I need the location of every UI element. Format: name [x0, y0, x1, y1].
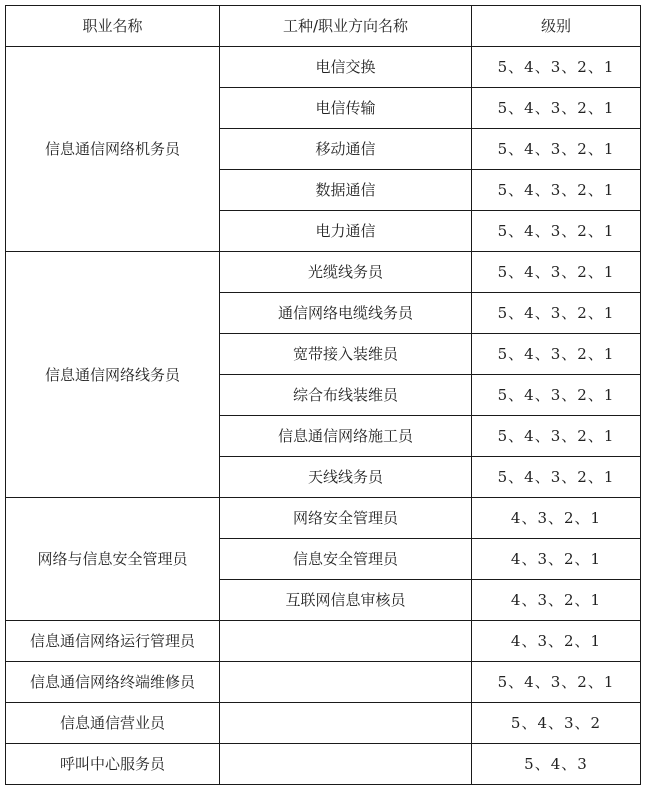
header-specialty: 工种/职业方向名称 — [220, 6, 472, 47]
level-cell: 5、4、3、2、1 — [472, 375, 641, 416]
level-cell: 4、3、2、1 — [472, 621, 641, 662]
level-cell: 5、4、3 — [472, 744, 641, 785]
level-cell: 5、4、3、2 — [472, 703, 641, 744]
level-cell: 5、4、3、2、1 — [472, 662, 641, 703]
level-cell: 5、4、3、2、1 — [472, 457, 641, 498]
specialty-cell: 综合布线装维员 — [220, 375, 472, 416]
occupation-cell: 网络与信息安全管理员 — [6, 498, 220, 621]
specialty-cell: 移动通信 — [220, 129, 472, 170]
header-row — [6, 6, 641, 47]
table-row — [6, 662, 641, 703]
table-row — [6, 252, 641, 293]
specialty-cell: 电信传输 — [220, 88, 472, 129]
specialty-cell: 光缆线务员 — [220, 252, 472, 293]
occupation-cell: 信息通信营业员 — [6, 703, 220, 744]
specialty-cell: 信息通信网络施工员 — [220, 416, 472, 457]
level-cell: 5、4、3、2、1 — [472, 416, 641, 457]
occupation-table — [5, 5, 641, 785]
level-cell: 4、3、2、1 — [472, 539, 641, 580]
level-cell: 5、4、3、2、1 — [472, 211, 641, 252]
specialty-cell: 电力通信 — [220, 211, 472, 252]
table-body — [6, 47, 641, 785]
table-row — [6, 744, 641, 785]
level-cell: 5、4、3、2、1 — [472, 88, 641, 129]
level-cell: 4、3、2、1 — [472, 580, 641, 621]
level-cell: 5、4、3、2、1 — [472, 129, 641, 170]
occupation-cell: 信息通信网络机务员 — [6, 47, 220, 252]
specialty-cell: 数据通信 — [220, 170, 472, 211]
occupation-cell: 信息通信网络终端维修员 — [6, 662, 220, 703]
specialty-cell — [220, 703, 472, 744]
specialty-cell: 天线线务员 — [220, 457, 472, 498]
level-cell: 5、4、3、2、1 — [472, 334, 641, 375]
table-row — [6, 703, 641, 744]
occupation-cell: 信息通信网络线务员 — [6, 252, 220, 498]
specialty-cell: 电信交换 — [220, 47, 472, 88]
specialty-cell: 网络安全管理员 — [220, 498, 472, 539]
specialty-cell — [220, 744, 472, 785]
specialty-cell: 信息安全管理员 — [220, 539, 472, 580]
table-row — [6, 47, 641, 88]
level-cell: 4、3、2、1 — [472, 498, 641, 539]
header-occupation: 职业名称 — [6, 6, 220, 47]
specialty-cell: 通信网络电缆线务员 — [220, 293, 472, 334]
level-cell: 5、4、3、2、1 — [472, 170, 641, 211]
table-row — [6, 621, 641, 662]
level-cell: 5、4、3、2、1 — [472, 293, 641, 334]
table-row — [6, 498, 641, 539]
occupation-cell: 信息通信网络运行管理员 — [6, 621, 220, 662]
occupation-cell: 呼叫中心服务员 — [6, 744, 220, 785]
level-cell: 5、4、3、2、1 — [472, 47, 641, 88]
specialty-cell: 互联网信息审核员 — [220, 580, 472, 621]
level-cell: 5、4、3、2、1 — [472, 252, 641, 293]
specialty-cell — [220, 662, 472, 703]
specialty-cell — [220, 621, 472, 662]
specialty-cell: 宽带接入装维员 — [220, 334, 472, 375]
header-level: 级别 — [472, 6, 641, 47]
